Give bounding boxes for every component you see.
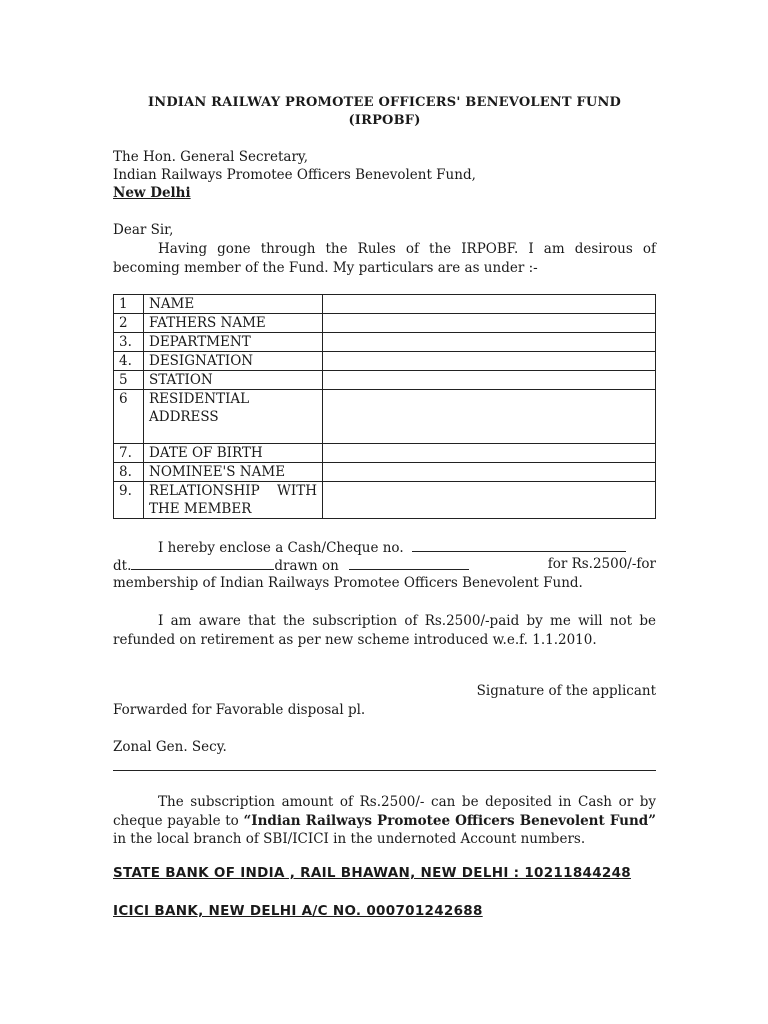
row-value-field[interactable] — [323, 390, 656, 444]
divider — [113, 770, 656, 771]
row-label: DATE OF BIRTH — [144, 444, 323, 463]
row-number: 8. — [114, 463, 144, 482]
table-row — [114, 314, 656, 333]
payee-name: “Indian Railways Promotee Officers Benevolent Fund” — [243, 812, 656, 829]
row-value-field[interactable] — [323, 371, 656, 390]
enclose-line-3: membership of Indian Railways Promotee Officers Benevolent Fund. — [113, 575, 583, 591]
enclose-text: I hereby enclose a Cash/Cheque no. — [158, 540, 404, 556]
row-number: 7. — [114, 444, 144, 463]
row-number: 4. — [114, 352, 144, 371]
row-label: FATHERS NAME — [144, 314, 323, 333]
cheque-date-field[interactable] — [131, 556, 274, 570]
forwarded-text: Forwarded for Favorable disposal pl. — [113, 702, 366, 718]
row-number: 2 — [114, 314, 144, 333]
table-row — [114, 444, 656, 463]
sbi-account: STATE BANK OF INDIA , RAIL BHAWAN, NEW DELHI : 10211844248 — [113, 865, 631, 881]
addressee-line-1: The Hon. General Secretary, — [113, 149, 309, 165]
note-text-end: in the local branch of SBI/ICICI in the undernoted Account numbers. — [113, 831, 586, 847]
table-row — [114, 482, 656, 519]
enclose-line-2 — [113, 556, 656, 574]
row-label: DEPARTMENT — [144, 333, 323, 352]
signature-label: Signature of the applicant — [476, 683, 656, 699]
subscription-note — [113, 793, 656, 849]
intro-paragraph: Having gone through the Rules of the IRPOBF. I am desirous of becoming member of the Fund. My particulars are as under :- — [113, 241, 656, 276]
form-title-acronym: (IRPOBF) — [348, 113, 421, 128]
table-row — [114, 333, 656, 352]
zonal-secretary-label: Zonal Gen. Secy. — [113, 739, 227, 755]
drawn-on-bank-field[interactable] — [349, 556, 469, 570]
row-number: 9. — [114, 482, 144, 519]
row-label: DESIGNATION — [144, 352, 323, 371]
row-value-field[interactable] — [323, 333, 656, 352]
addressee-city: New Delhi — [113, 185, 191, 201]
form-title: INDIAN RAILWAY PROMOTEE OFFICERS' BENEVOLENT FUND — [147, 95, 622, 110]
enclose-line-1 — [158, 538, 626, 556]
row-value-field[interactable] — [323, 463, 656, 482]
amount-text: for Rs.2500/-for — [547, 556, 656, 572]
table-row — [114, 295, 656, 314]
row-label: RESIDENTIAL ADDRESS — [144, 390, 323, 444]
row-label: STATION — [144, 371, 323, 390]
table-row — [114, 352, 656, 371]
row-number: 6 — [114, 390, 144, 444]
table-row — [114, 390, 656, 444]
row-value-field[interactable] — [323, 295, 656, 314]
table-row — [114, 463, 656, 482]
particulars-table — [113, 294, 656, 519]
row-label: RELATIONSHIP WITH THE MEMBER — [144, 482, 323, 519]
icici-account: ICICI BANK, NEW DELHI A/C NO. 000701242688 — [113, 903, 483, 919]
row-value-field[interactable] — [323, 352, 656, 371]
refund-notice: I am aware that the subscription of Rs.2500/-paid by me will not be refunded on retirement as per new scheme introduced w.e.f. 1.1.2010. — [113, 613, 656, 648]
row-value-field[interactable] — [323, 314, 656, 333]
row-label: NAME — [144, 295, 323, 314]
date-label: dt. — [113, 558, 132, 574]
row-value-field[interactable] — [323, 444, 656, 463]
salutation: Dear Sir, — [113, 222, 174, 238]
cheque-number-field[interactable] — [412, 538, 626, 552]
row-label: NOMINEE'S NAME — [144, 463, 323, 482]
row-number: 3. — [114, 333, 144, 352]
row-number: 5 — [114, 371, 144, 390]
row-value-field[interactable] — [323, 482, 656, 519]
drawn-on-label: drawn on — [274, 558, 339, 574]
addressee-line-2: Indian Railways Promotee Officers Benevolent Fund, — [113, 167, 476, 183]
note-text: The subscription amount of Rs.2500/- can be deposited in Cash or by cheque payable to — [113, 794, 656, 829]
row-number: 1 — [114, 295, 144, 314]
table-row — [114, 371, 656, 390]
